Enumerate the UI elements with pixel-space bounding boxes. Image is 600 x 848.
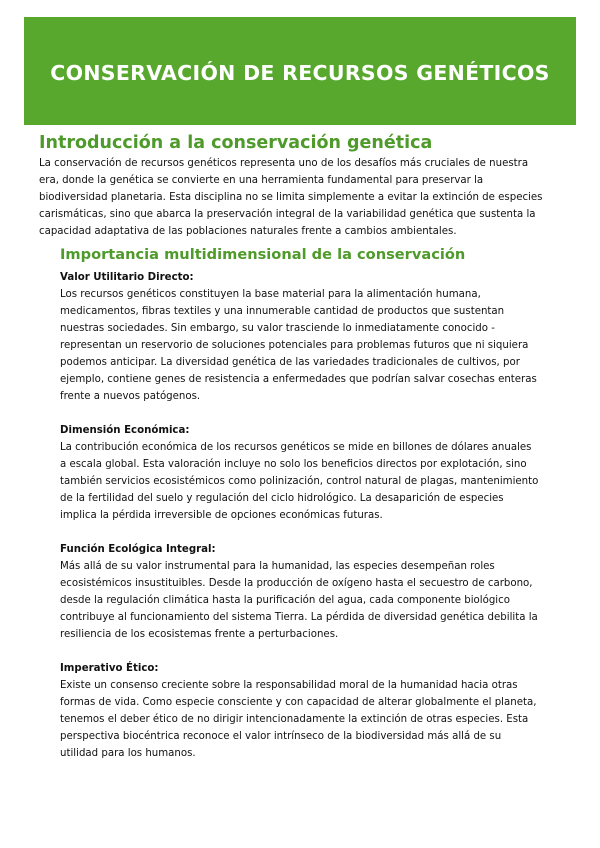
importance-sections	[60, 269, 540, 762]
document-body	[39, 131, 547, 779]
intro-heading: Introducción a la conservación genética	[39, 133, 433, 153]
section-title: Función Ecológica Integral:	[60, 544, 216, 555]
section-utilitarian-value	[60, 269, 540, 405]
section-title: Valor Utilitario Directo:	[60, 272, 194, 283]
intro-paragraph: La conservación de recursos genéticos representa uno de los desafíos más cruciales de nuestra era, donde la genética se convierte en una herramienta fundamental para preservar la biodiversidad planetaria. Esta disciplina no se limita simplemente a evitar la extinción de especies carismáticas, sino que abarca la preservación integral de la variabilidad genética que sustenta la capacidad adaptativa de las poblaciones naturales frente a cambios ambientales.	[39, 158, 543, 237]
section-title: Imperativo Ético:	[60, 663, 159, 674]
importance-heading: Importancia multidimensional de la conservación	[60, 246, 466, 263]
section-text: Existe un consenso creciente sobre la responsabilidad moral de la humanidad hacia otras formas de vida. Como especie consciente y con capacidad de alterar globalmente el planeta, tenemos el deber ético de no dirigir intencionadamente la extinción de otras especies. Esta perspectiva biocéntrica reconoce el valor intrínseco de la biodiversidad más allá de su utilidad para los humanos.	[60, 680, 537, 759]
section-text: Los recursos genéticos constituyen la base material para la alimentación humana, medicamentos, fibras textiles y una innumerable cantidad de productos que sustentan nuestras sociedades. Sin embargo, su valor trasciende lo inmediatamente conocido - representan un reservorio de soluciones potenciales para problemas futuros que ni siquiera podemos anticipar. La diversidad genética de las variedades tradicionales de cultivos, por ejemplo, contiene genes de resistencia a enfermedades que podrían salvar cosechas enteras frente a nuevos patógenos.	[60, 289, 537, 402]
page-title: CONSERVACIÓN DE RECURSOS GENÉTICOS	[50, 61, 550, 85]
section-text: Más allá de su valor instrumental para la humanidad, las especies desempeñan roles ecosistémicos insustituibles. Desde la producción de oxígeno hasta el secuestro de carbono, desde la regulación climática hasta la purificación del agua, cada componente biológico contribuye al funcionamiento del sistema Tierra. La pérdida de diversidad genética debilita la resiliencia de los ecosistemas frente a perturbaciones.	[60, 561, 538, 640]
title-banner	[24, 17, 576, 125]
section-economic-dimension	[60, 422, 540, 524]
section-text: La contribución económica de los recursos genéticos se mide en billones de dólares anuales a escala global. Esta valoración incluye no solo los beneficios directos por explotación, sino también servicios ecosistémicos como polinización, control natural de plagas, mantenimiento de la fertilidad del suelo y regulación del ciclo hidrológico. La desaparición de especies implica la pérdida irreversible de opciones económicas futuras.	[60, 442, 539, 521]
section-ethical-imperative	[60, 660, 540, 762]
section-ecological-function	[60, 541, 540, 643]
section-title: Dimensión Económica:	[60, 425, 190, 436]
